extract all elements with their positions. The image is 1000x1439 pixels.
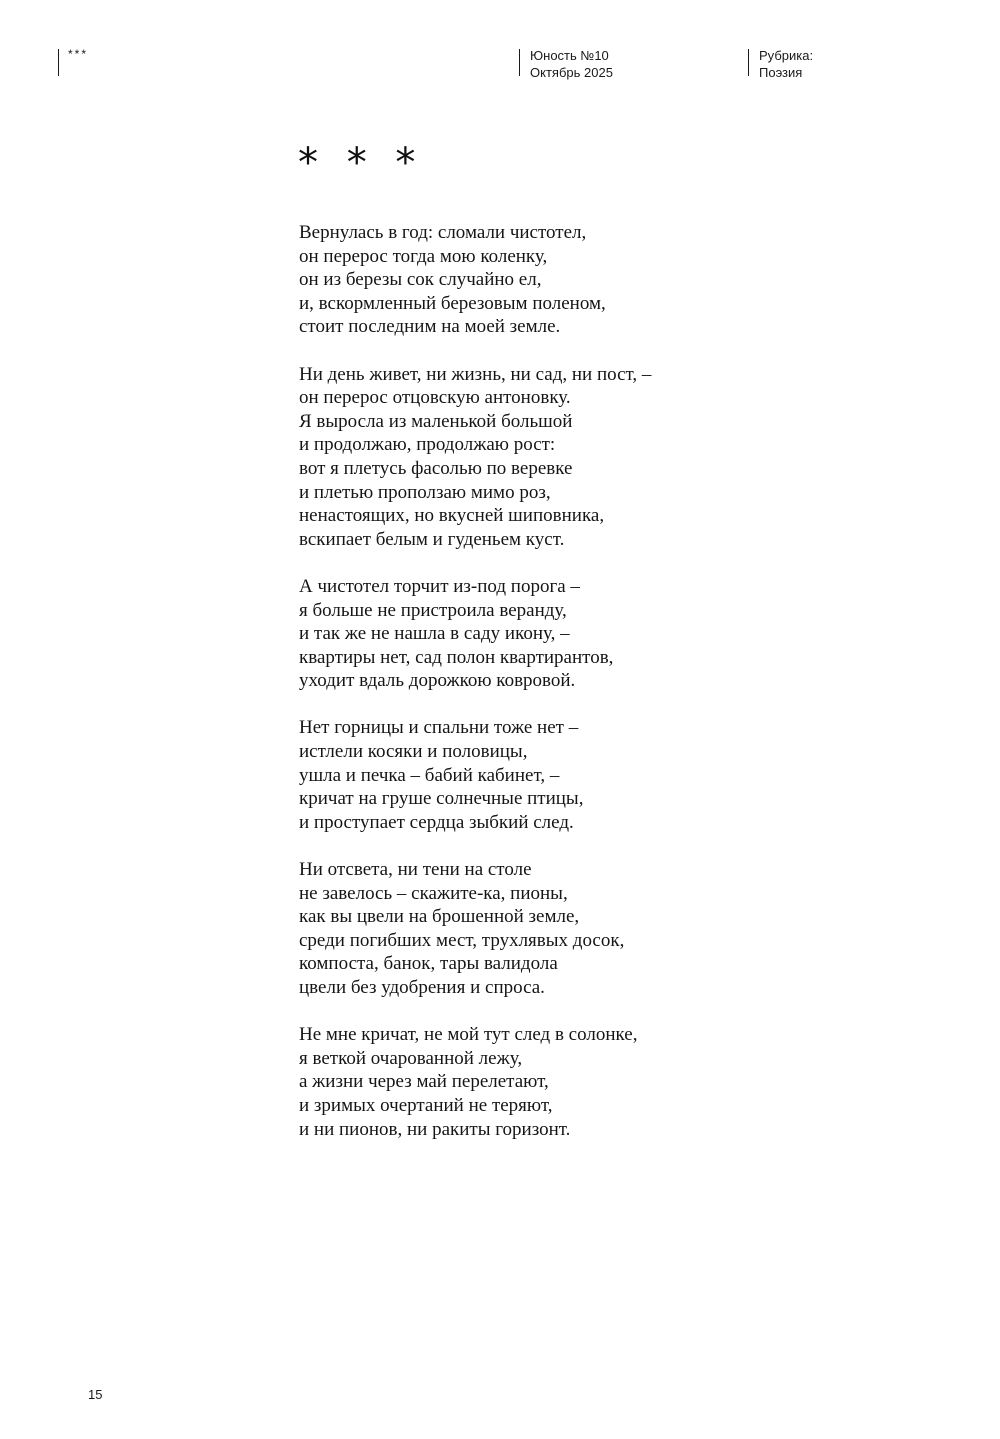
poem-stanza [299,575,759,693]
poem-line: вот я плетусь фасолью по веревке [299,457,573,479]
poem-line: Вернулась в год: сломали чистотел, [299,222,587,243]
poem-line: цвели без удобрения и спроса. [299,977,545,998]
poem-line: и, вскормленный березовым поленом, [299,292,606,314]
poem-line: кричат на груше солнечные птицы, [299,788,584,810]
poem-line: я больше не пристроила веранду, [299,599,567,621]
poem-stanza [299,716,759,834]
poem-line: Ни отсвета, ни тени на столе [299,859,532,881]
poem-line: и плетью проползаю мимо роз, [299,481,551,503]
poem-body [299,221,759,1165]
poem-line: уходит вдаль дорожкою ковровой. [299,670,576,692]
issue-date: Октябрь 2025 [530,65,613,80]
rubric-value: Поэзия [759,65,803,80]
poem-stanza [299,221,759,339]
poem-line: ушла и печка – бабий кабинет, – [299,764,560,786]
poem-title: * * * [298,140,424,186]
poem-line: и проступает сердца зыбкий след. [299,811,574,833]
poem-line: и зримых очертаний не теряют, [299,1094,553,1116]
poem-line: и ни пионов, ни ракиты горизонт. [299,1118,571,1140]
poem-line: он перерос отцовскую антоновку. [299,387,571,409]
poem-line: и продолжаю, продолжаю рост: [299,434,556,456]
header-divider [748,49,749,76]
header-divider [58,49,59,76]
poem-line: компоста, банок, тары валидола [299,953,558,975]
poem-line: истлели косяки и половицы, [299,741,528,763]
poem-line: и так же не нашла в саду икону, – [299,623,570,645]
poem-line: Нет горницы и спальни тоже нет – [299,717,579,739]
poem-line: он из березы сок случайно ел, [299,269,542,291]
poem-stanza [299,858,759,1000]
header-section-stars: *** [68,47,89,61]
poem-line: он перерос тогда мою коленку, [299,245,548,267]
page-number: 15 [88,1387,103,1402]
poem-line: ненастоящих, но вкусней шиповника, [299,505,605,527]
poem-line: а жизни через май перелетают, [299,1071,549,1093]
poem-line: Ни день живет, ни жизнь, ни сад, ни пост, – [299,363,652,385]
poem-line: квартиры нет, сад полон квартирантов, [299,646,614,668]
poem-line: я веткой очарованной лежу, [299,1047,523,1069]
poem-stanza [299,1023,759,1141]
poem-line: А чистотел торчит из-под порога – [299,575,580,597]
poem-line: стоит последним на моей земле. [299,316,561,338]
poem-line: вскипает белым и гуденьем куст. [299,528,565,550]
poem-line: среди погибших мест, трухлявых досок, [299,929,625,951]
header-divider [519,49,520,76]
poem-line: как вы цвели на брошенной земле, [299,906,580,928]
poem-line: Я выросла из маленькой большой [299,410,573,432]
poem-line: Не мне кричат, не мой тут след в солонке, [299,1024,638,1046]
poem-stanza [299,363,759,552]
magazine-name: Юность №10 [530,48,609,63]
rubric-label: Рубрика: [759,48,814,63]
poem-line: не завелось – скажите-ка, пионы, [299,882,568,904]
